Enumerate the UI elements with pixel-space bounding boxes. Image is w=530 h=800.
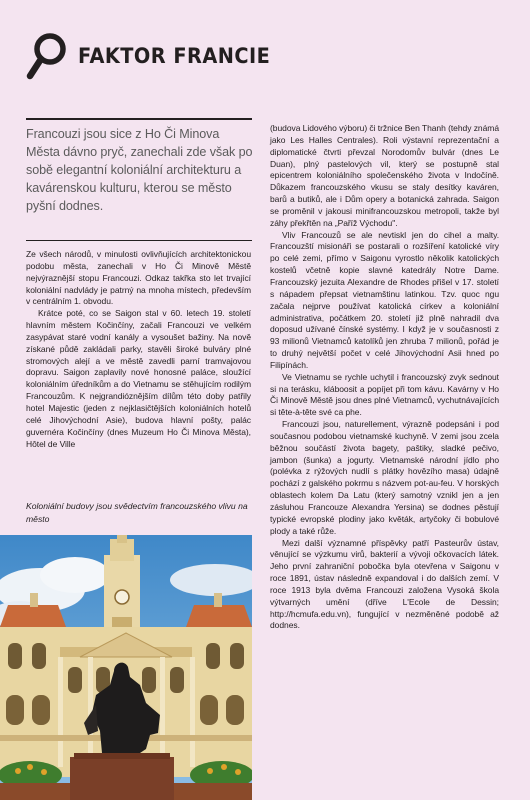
paragraph: Vliv Francouzů se ale nevtiskl jen do cihel a malty. Francouzští misionáři se postarali o rozšíření katolické víry po celé zemi, přímo v Saigonu vyrostlo několik katolických kostelů včetně kopie slavné katedrály Notre Dame. Francouzský jezuita Alexandre de Rhodes přišel v 17. století s nápadem přepsat vietnamštinu latinkou. Tzv. quoc ngu začala nejprve používat katolická církev a koloniální administrativa, počátkem 20. století již plně nahradil dva doposud užívané čínské systémy. I když je v současnosti z 93 milionů Vietnamců katolíků jen zhruba 7 milionů, pořád je to druhý největší počet v celé Jihovýchodní Asii hned po Filipínách. [270,229,499,370]
colonial-building-photo [0,535,252,800]
left-column [26,249,251,450]
paragraph: Krátce poté, co se Saigon stal v 60. letech 19. století hlavním městem Kočinčíny, začali Francouzi ve velkém zasypávat staré vodní kanály a vysoušet bažiny. Na nově získané půdě zakládali parky, stavěli široké bulváry plné stromových alejí a ve městě zavedli parní tramvajovou dopravu. Saigon zaplavily nové honosné paláce, sloužící koloniálním úředníkům a do Vietnamu se stěhujícím rodilým Francouzům. K nejgrandióznějším dílům této doby patřily hotel Majestic (jeden z nejklasičtějších koloniálních hotelů celé Jihovýchodní Asie), budova hlavní pošty, palác guvernéra Kočinčíny (dnes Muzeum Ho Či Minova Města), Hôtel de Ville [26,308,251,449]
magnifier-icon [26,32,68,84]
paragraph: Francouzi jsou, naturellement, výrazně podepsáni i pod současnou podobou vietnamské kuchyně. V zemi jsou zcela běžnou součástí života bagety, paštiky, sladké pečivo, jambon (šunka) a jogurty. Vietnamské národní jídlo pho (polévka z rýžových nudlí s plátky hovězího masa) údajně pochází z galského pokrmu s názvem pot-au-feu. V horských oblastech kolem Da Latu (který samotný vznikl jen a jen zásluhou Francouze Alexandra Yersina) se dodnes pěstují typické evropské plodiny jako květák, artyčoky či bobulové plody a také růže. [270,419,499,536]
lead-paragraph: Francouzi jsou sice z Ho Či Minova Města dávno pryč, zanechali zde však po sobě elegantní koloniální architekturu a kavárenskou kulturu, kterou se město pyšní dodnes. [26,127,253,213]
paragraph: Mezi další významné příspěvky patří Pasteurův ústav, věnující se výzkumu virů, bakterií a vývoji očkovacích látek. Jeho první zahraniční pobočka byla otevřena v Saigonu v roce 1891, ústav následně expandoval i do dalších zemí. V roce 1913 byla dvěma Francouzi založena Vysoká škola výtvarných umění (dříve L'Ecole de Dessin; http://hcmufa.edu.vn), fungující v nezměněné podobě až dodnes. [270,537,499,631]
paragraph: Ve Vietnamu se rychle uchytil i francouzský zvyk sednout si na terásku, kláboosit a popíjet při tom kávu. Kavárny v Ho Či Minově Městě jsou dnes plné Vietnamců, vychutnávajících si tête-à-tête své ca phe. [270,371,499,418]
section-title: FAKTOR FRANCIE [78,44,271,68]
photo-caption: Koloniální budovy jsou svědectvím francouzského vlivu na město [26,501,248,524]
divider-top [26,118,252,120]
section-header [26,30,271,86]
paragraph: (budova Lidového výboru) či tržnice Ben Thanh (tehdy známá jako Les Halles Centrales). Roli výstavní reprezentační a diplomatické čtvrti převzal Norodomův bulvár (dnes Le Duan), plný pastelových vil, který se postupně stal epicentrem koloniálního společenského života v Indočíně. Důkazem francouzského vkusu se staly desítky kaváren, barů a butiků, ale i Dům opery a botanická zahrada. Saigon se proměnil v jakousi minifrancouzskou metropoli, takže byl záhy překřtěn na „Paříž Východu". [270,123,499,228]
paragraph: Ze všech národů, v minulosti ovlivňujících architektonickou podobu města, zanechali v Ho Či Minově Městě nejvýraznější stopu Francouzi. Odkaz takřka sto let trvající koloniální nadvlády je patrný na mnoha místech, především v centrálním 1. obvodu. [26,249,251,307]
right-column [270,123,499,632]
divider-bottom [26,240,252,241]
